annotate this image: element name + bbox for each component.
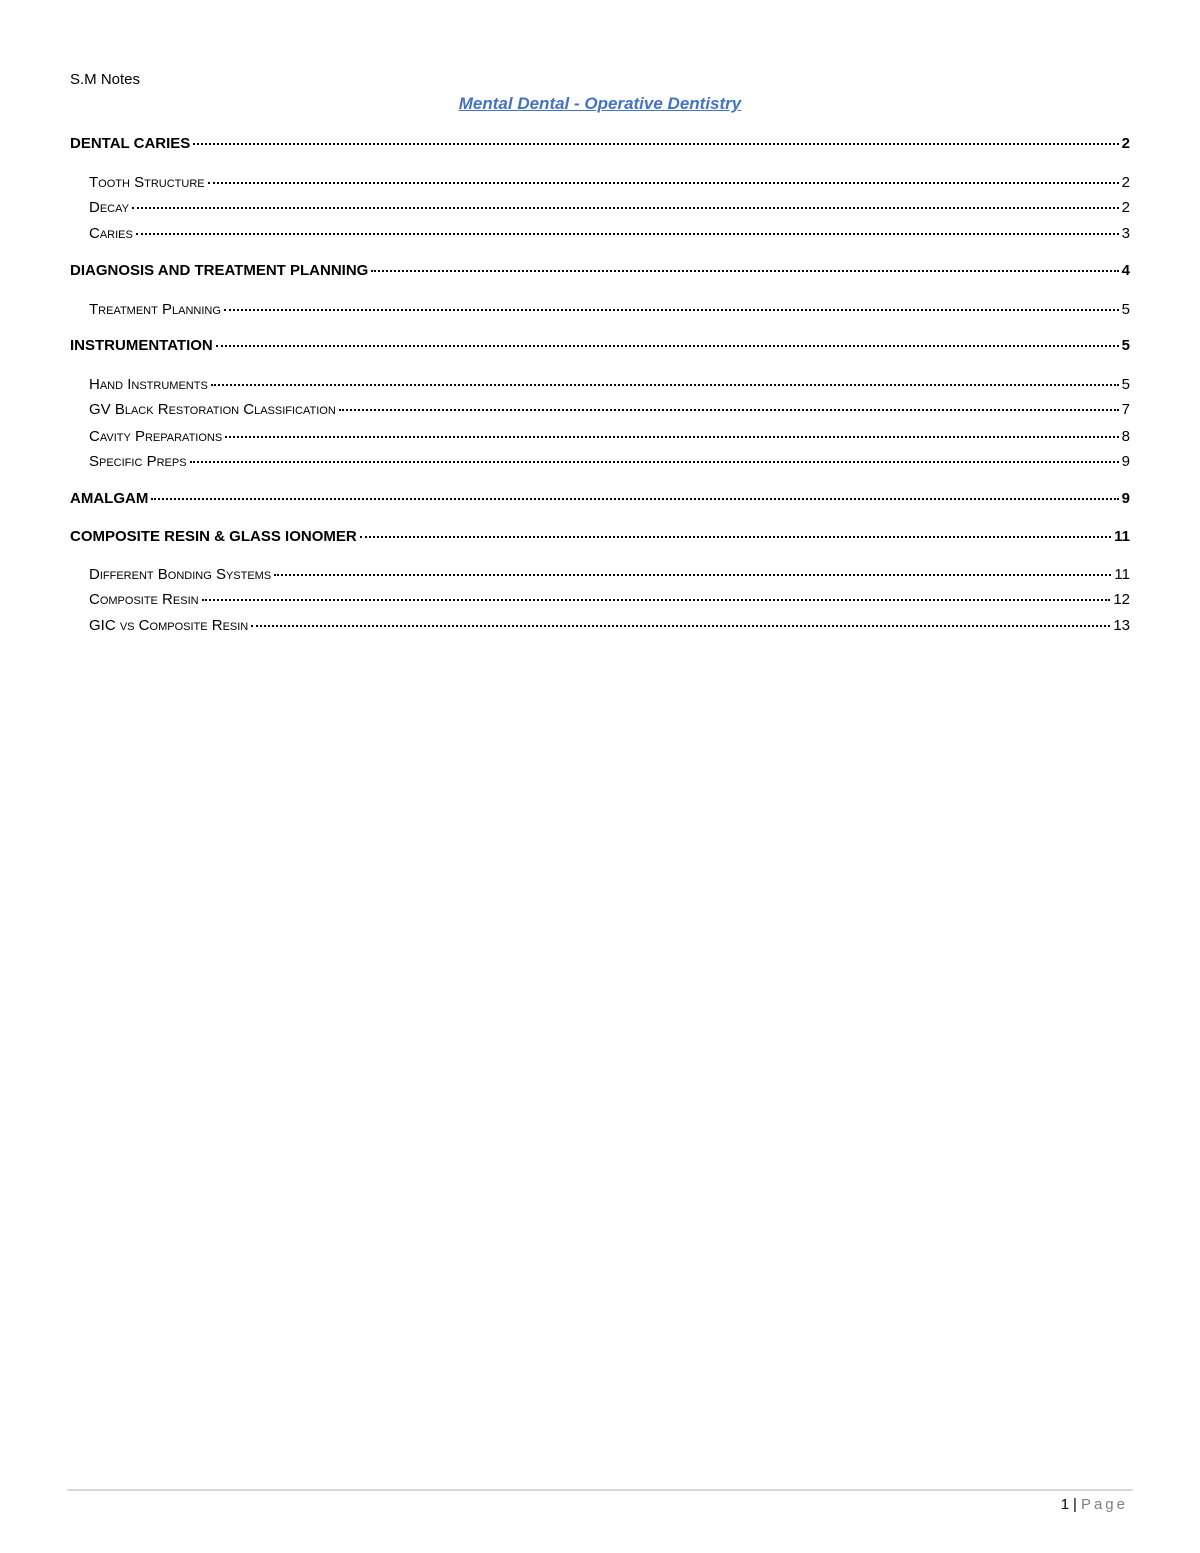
toc-entry-page: 9	[1121, 490, 1130, 507]
toc-entry-composite-resin[interactable]	[89, 591, 1130, 609]
toc-entry-gic-vs-composite-resin[interactable]	[89, 617, 1130, 635]
toc-leader-dots	[151, 497, 1118, 500]
footer-separator: |	[1073, 1496, 1077, 1513]
toc-entry-cavity-preparations[interactable]	[89, 428, 1130, 446]
page-number: 1	[1060, 1496, 1070, 1513]
toc-entry-amalgam[interactable]	[70, 490, 1130, 510]
footer-rule	[67, 1489, 1133, 1491]
toc-entry-page: 2	[1121, 135, 1130, 152]
toc-entry-page: 2	[1121, 174, 1130, 191]
toc-entry-different-bonding-systems[interactable]	[89, 566, 1130, 584]
toc-entry-label: Tooth Structure	[89, 174, 205, 191]
toc-entry-treatment-planning[interactable]	[89, 301, 1130, 319]
toc-entry-label: Specific Preps	[89, 453, 187, 470]
toc-entry-page: 5	[1121, 301, 1130, 318]
toc-entry-dental-caries[interactable]	[70, 135, 1130, 155]
toc-leader-dots	[202, 598, 1111, 601]
toc-entry-page: 7	[1121, 401, 1130, 418]
toc-entry-specific-preps[interactable]	[89, 453, 1130, 471]
toc-entry-page: 8	[1121, 428, 1130, 445]
toc-leader-dots	[193, 142, 1118, 145]
toc-entry-gv-black-classification[interactable]	[89, 401, 1130, 419]
toc-leader-dots	[211, 383, 1119, 386]
toc-entry-label: GV Black Restoration Classification	[89, 401, 336, 418]
toc-leader-dots	[371, 269, 1118, 272]
toc-entry-page: 13	[1113, 617, 1130, 634]
toc-entry-page: 12	[1113, 591, 1130, 608]
toc-leader-dots	[339, 408, 1119, 411]
toc-entry-label: Caries	[89, 225, 133, 242]
toc-entry-decay[interactable]	[89, 199, 1130, 217]
page-label: Page	[1080, 1496, 1128, 1513]
toc-entry-label: DIAGNOSIS AND TREATMENT PLANNING	[70, 262, 369, 279]
document-title[interactable]: Mental Dental - Operative Dentistry	[458, 94, 742, 113]
toc-entry-label: AMALGAM	[70, 490, 149, 507]
toc-entry-caries[interactable]	[89, 225, 1130, 243]
toc-leader-dots	[208, 181, 1119, 184]
toc-leader-dots	[216, 344, 1119, 347]
toc-entry-diagnosis-treatment-planning[interactable]	[70, 262, 1130, 282]
toc-entry-page: 4	[1121, 262, 1130, 279]
toc-entry-label: INSTRUMENTATION	[70, 337, 213, 354]
toc-leader-dots	[251, 624, 1110, 627]
toc-entry-composite-resin-glass-ionomer[interactable]	[70, 528, 1130, 548]
toc-entry-label: Decay	[89, 199, 129, 216]
toc-leader-dots	[360, 535, 1111, 538]
toc-entry-label: Hand Instruments	[89, 376, 208, 393]
toc-entry-page: 11	[1114, 566, 1130, 583]
toc-entry-page: 9	[1121, 453, 1130, 470]
toc-entry-label: DENTAL CARIES	[70, 135, 191, 152]
toc-leader-dots	[274, 573, 1111, 576]
toc-entry-label: Composite Resin	[89, 591, 199, 608]
toc-entry-page: 5	[1121, 376, 1130, 393]
toc-entry-label: Treatment Planning	[89, 301, 221, 318]
header-note: S.M Notes	[70, 71, 141, 88]
toc-entry-page: 5	[1121, 337, 1130, 354]
page-footer	[1061, 1495, 1128, 1515]
toc-entry-page: 3	[1121, 225, 1130, 242]
toc-entry-label: COMPOSITE RESIN & GLASS IONOMER	[70, 528, 357, 545]
toc-leader-dots	[132, 206, 1119, 209]
toc-entry-label: Different Bonding Systems	[89, 566, 272, 583]
toc-leader-dots	[136, 232, 1119, 235]
toc-leader-dots	[225, 435, 1118, 438]
toc-entry-instrumentation[interactable]	[70, 337, 1130, 357]
toc-entry-page: 11	[1114, 528, 1130, 545]
toc-entry-page: 2	[1121, 199, 1130, 216]
toc-leader-dots	[190, 460, 1119, 463]
toc-entry-tooth-structure[interactable]	[89, 174, 1130, 192]
toc-entry-label: Cavity Preparations	[89, 428, 223, 445]
toc-entry-label: GIC vs Composite Resin	[89, 617, 249, 634]
toc-leader-dots	[224, 308, 1119, 311]
table-of-contents	[70, 0, 1130, 700]
toc-entry-hand-instruments[interactable]	[89, 376, 1130, 394]
